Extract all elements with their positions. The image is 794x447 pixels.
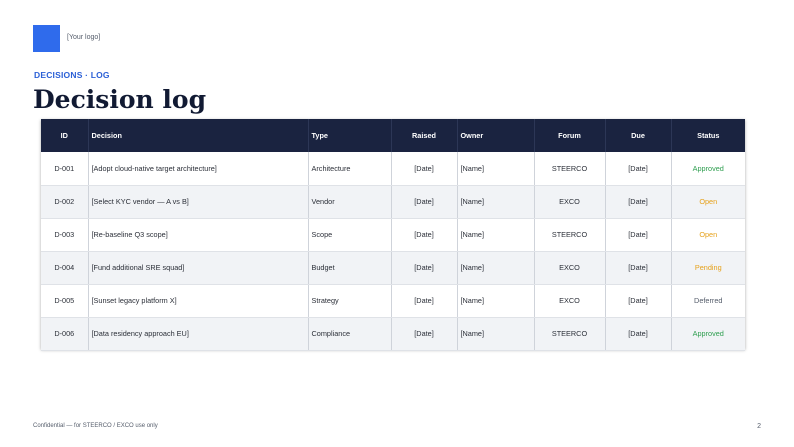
cell-type: Strategy — [308, 284, 391, 317]
cell-raised: [Date] — [391, 284, 457, 317]
logo-mark — [33, 25, 60, 52]
column-header-forum: Forum — [534, 119, 605, 152]
cell-due: [Date] — [605, 152, 671, 185]
cell-owner: [Name] — [457, 317, 534, 350]
cell-decision: [Adopt cloud-native target architecture] — [88, 152, 308, 185]
cell-decision: [Fund additional SRE squad] — [88, 251, 308, 284]
column-header-decision: Decision — [88, 119, 308, 152]
cell-raised: [Date] — [391, 185, 457, 218]
cell-due: [Date] — [605, 185, 671, 218]
cell-forum: STEERCO — [534, 317, 605, 350]
column-header-raised: Raised — [391, 119, 457, 152]
decision-log-table-container — [41, 119, 745, 349]
cell-forum: EXCO — [534, 251, 605, 284]
table-row — [41, 152, 745, 185]
cell-status: Approved — [671, 152, 745, 185]
cell-owner: [Name] — [457, 218, 534, 251]
cell-type: Architecture — [308, 152, 391, 185]
cell-id: D-005 — [41, 284, 88, 317]
page-title: Decision log — [33, 85, 207, 114]
cell-status: Open — [671, 218, 745, 251]
cell-type: Scope — [308, 218, 391, 251]
cell-id: D-004 — [41, 251, 88, 284]
cell-status: Deferred — [671, 284, 745, 317]
cell-owner: [Name] — [457, 152, 534, 185]
cell-decision: [Sunset legacy platform X] — [88, 284, 308, 317]
table-row — [41, 218, 745, 251]
column-header-type: Type — [308, 119, 391, 152]
cell-owner: [Name] — [457, 284, 534, 317]
cell-type: Vendor — [308, 185, 391, 218]
cell-owner: [Name] — [457, 251, 534, 284]
cell-type: Compliance — [308, 317, 391, 350]
cell-forum: STEERCO — [534, 152, 605, 185]
table-row — [41, 251, 745, 284]
cell-raised: [Date] — [391, 152, 457, 185]
confidentiality-footer: Confidential — for STEERCO / EXCO use only — [33, 423, 158, 429]
column-header-id: ID — [41, 119, 88, 152]
table-header-row — [41, 119, 745, 152]
logo-placeholder-text: [Your logo] — [67, 34, 101, 41]
cell-decision: [Data residency approach EU] — [88, 317, 308, 350]
table-row — [41, 284, 745, 317]
cell-forum: EXCO — [534, 185, 605, 218]
cell-id: D-006 — [41, 317, 88, 350]
cell-due: [Date] — [605, 251, 671, 284]
cell-status: Pending — [671, 251, 745, 284]
cell-status: Open — [671, 185, 745, 218]
table-row — [41, 317, 745, 350]
cell-decision: [Re-baseline Q3 scope] — [88, 218, 308, 251]
cell-owner: [Name] — [457, 185, 534, 218]
cell-id: D-001 — [41, 152, 88, 185]
cell-raised: [Date] — [391, 251, 457, 284]
cell-type: Budget — [308, 251, 391, 284]
cell-id: D-002 — [41, 185, 88, 218]
cell-raised: [Date] — [391, 317, 457, 350]
cell-decision: [Select KYC vendor — A vs B] — [88, 185, 308, 218]
page-number: 2 — [757, 423, 761, 430]
cell-forum: STEERCO — [534, 218, 605, 251]
column-header-owner: Owner — [457, 119, 534, 152]
cell-status: Approved — [671, 317, 745, 350]
cell-due: [Date] — [605, 284, 671, 317]
decision-log-table — [41, 119, 745, 351]
cell-due: [Date] — [605, 317, 671, 350]
cell-due: [Date] — [605, 218, 671, 251]
column-header-due: Due — [605, 119, 671, 152]
cell-forum: EXCO — [534, 284, 605, 317]
table-row — [41, 185, 745, 218]
cell-id: D-003 — [41, 218, 88, 251]
cell-raised: [Date] — [391, 218, 457, 251]
column-header-status: Status — [671, 119, 745, 152]
section-eyebrow: DECISIONS · LOG — [34, 70, 110, 80]
